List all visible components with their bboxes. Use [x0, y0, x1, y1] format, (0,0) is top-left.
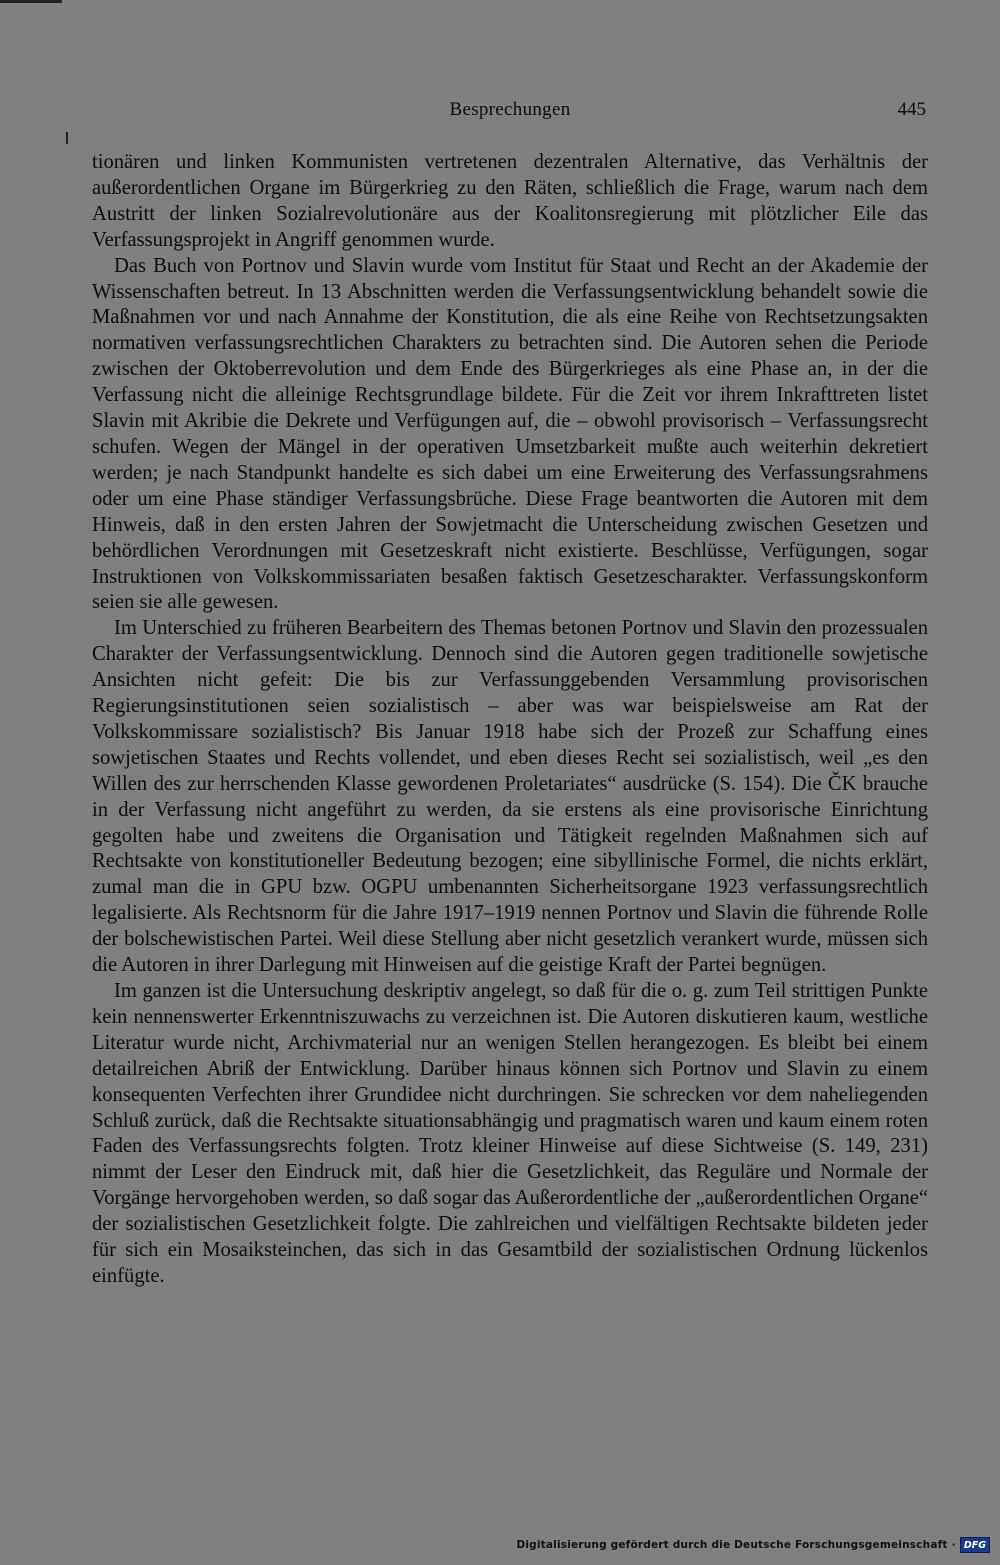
scan-corner-mark [0, 0, 62, 3]
paragraph-1: tionären und linken Kommunisten vertretenen dezentralen Alternative, das Verhältnis der außerordentlichen Organe im Bürgerkrieg zu den Räten, schließlich die Frage, warum nach dem Austritt der linken Sozialrevolutionäre aus der Koalitonsregierung mit plötzlicher Eile das Verfassungsprojekt in Angriff genommen wurde. [92, 151, 928, 251]
page-header [92, 99, 928, 127]
article-body [92, 150, 928, 1290]
digitization-footer [516, 1535, 990, 1555]
paragraph-2: Das Buch von Portnov und Slavin wurde vom Institut für Staat und Recht an der Akademie der Wissenschaften betreut. In 13 Abschnitten werden die Verfassungsentwicklung behandelt sowie die Maßnahmen vor und nach Annahme der Konstitution, die als eine Reihe von Rechtsetzungsakten normativen verfassungsrechtlichen Charakters zu betrachten sind. Die Autoren sehen die Periode zwischen der Oktoberrevolution und dem Ende des Bürgerkrieges als eine Phase an, in der die Verfassung nicht die alleinige Rechtsgrundlage bildete. Für die Zeit vor ihrem Inkrafttreten listet Slavin mit Akribie die Dekrete und Verfügungen auf, die – obwohl provisorisch – Verfassungsrecht schufen. Wegen der Mängel in der operativen Umsetzbarkeit mußte auch weiterhin dekretiert werden; je nach Standpunkt handelte es sich dabei um eine Erweiterung des Verfassungsrahmens oder um eine Phase ständiger Verfassungsbrüche. Diese Frage beantworten die Autoren mit dem Hinweis, daß in den ersten Jahren der Sowjetmacht die Unterscheidung zwischen Gesetzen und behördlichen Verordnungen mit Gesetzeskraft nicht existierte. Beschlüsse, Verfügungen, sogar Instruktionen von Volkskommissariaten besaßen faktisch Gesetzescharakter. Verfassungskonform seien sie alle gewesen. [92, 254, 928, 614]
running-head: Besprechungen [449, 99, 571, 120]
dfg-logo-icon: DFG [960, 1537, 990, 1553]
paragraph-3: Im Unterschied zu früheren Bearbeitern des Themas betonen Portnov und Slavin den prozessualen Charakter der Verfassungsentwicklung. Dennoch sind die Autoren gegen traditionelle sowjetische Ansichten nicht gefeit: Die bis zur Verfassunggebenden Versammlung provisorischen Regierungsinstitutionen seien sozialistisch – aber was war beispielsweise am Rat der Volkskommissare sozialistisch? Bis Januar 1918 habe sich der Prozeß zur Schaffung eines sowjetischen Staates und Rechts vollendet, und eben dieses Recht sei sozialistisch, weil „es den Willen des zur herrschenden Klasse gewordenen Proletariates“ ausdrücke (S. 154). Die ČK brauche in der Verfassung nicht angeführt zu werden, da sie erstens als eine provisorische Einrichtung gegolten habe und zweitens die Organisation und Tätigkeit regelnden Maßnahmen sich auf Rechtsakte von konstitutioneller Bedeutung bezogen; eine sibyllinische Formel, die nichts erklärt, zumal man die in GPU bzw. OGPU umbenannten Sicherheitsorgane 1923 verfassungsrechtlich legalisierte. Als Rechtsnorm für die Jahre 1917–1919 nennen Portnov und Slavin die führende Rolle der bolschewistischen Partei. Weil diese Stellung aber nicht gesetzlich verankert wurde, müssen sich die Autoren in ihrer Darlegung mit Hinweisen auf die geistige Kraft der Partei begnügen. [92, 617, 928, 977]
funding-credit: Digitalisierung gefördert durch die Deutsche Forschungsgemeinschaft [516, 1539, 948, 1551]
scan-artifact [66, 132, 72, 144]
page-number: 445 [897, 99, 926, 120]
paragraph-4: Im ganzen ist die Untersuchung deskriptiv angelegt, so daß für die o. g. zum Teil strittigen Punkte kein nennenswerter Erkenntniszuwachs zu verzeichnen ist. Die Autoren diskutieren kaum, westliche Literatur wurde nicht, Archivmaterial nur an wenigen Stellen herangezogen. Es bleibt bei einem detailreichen Abriß der Entwicklung. Darüber hinaus können sich Portnov und Slavin zu einem konsequenten Verfechten ihrer Grundidee nicht durchringen. Sie schrecken vor dem naheliegenden Schluß zurück, daß die Rechtsakte situationsabhängig und pragmatisch waren und kaum einem roten Faden des Verfassungsrechts folgten. Trotz kleiner Hinweise auf diese Sichtweise (S. 149, 231) nimmt der Leser den Eindruck mit, daß hier die Gesetzlichkeit, das Reguläre und Normale der Vorgänge hervorgehoben werden, so daß sogar das Außerordentliche der „außerordentlichen Organe“ der sozialistischen Gesetzlichkeit folgte. Die zahlreichen und vielfältigen Rechtsakte bildeten jeder für sich ein Mosaiksteinchen, das sich in das Gesamtbild der sozialistischen Ordnung lückenlos einfügte. [92, 980, 928, 1287]
footer-separator: · [951, 1539, 956, 1551]
